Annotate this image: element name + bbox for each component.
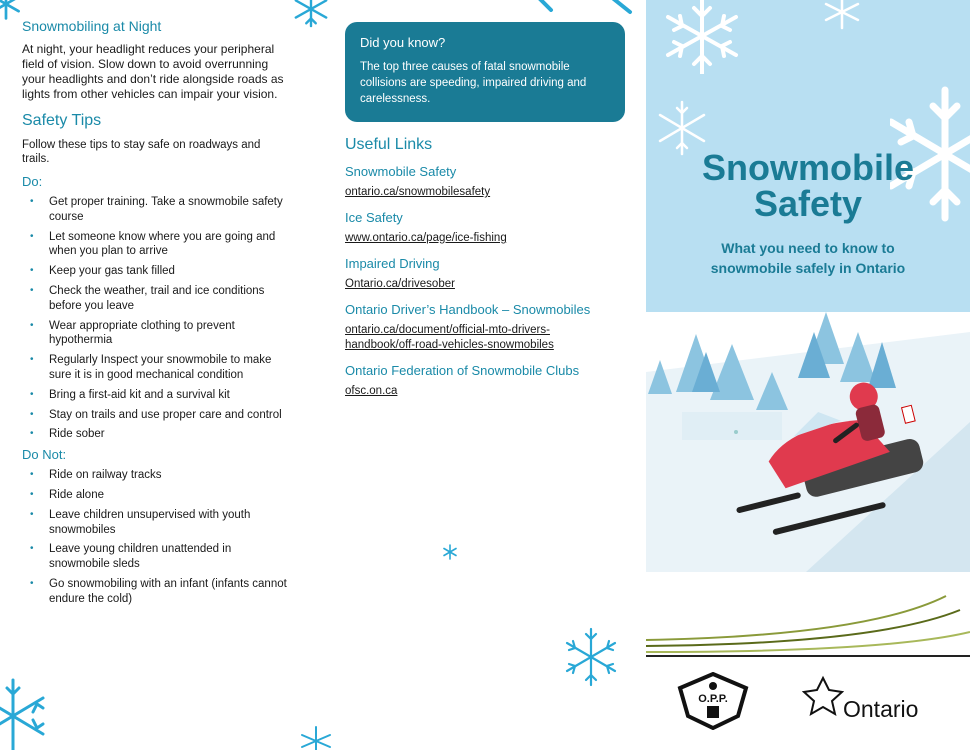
did-you-know-heading: Did you know? (360, 35, 446, 50)
link-url[interactable]: Ontario.ca/drivesober (345, 278, 455, 290)
link-title: Impaired Driving (345, 256, 440, 271)
cover-header (646, 0, 970, 312)
do-item: • Stay on trails and use proper care and control (22, 408, 290, 423)
do-item: • Get proper training. Take a snowmobile safety course (22, 195, 290, 225)
do-list (22, 195, 290, 442)
trillium-icon (802, 674, 844, 718)
do-heading: Do: (22, 174, 43, 189)
opp-label: O.P.P. (698, 693, 728, 705)
did-you-know-callout (345, 22, 625, 122)
cover-subtitle (646, 238, 970, 278)
did-you-know-body: The top three causes of fatal snowmobile collisions are speeding, impaired driving and carelessness. (360, 61, 587, 105)
link-url[interactable]: www.ontario.ca/page/ice-fishing (345, 232, 507, 244)
link-group (345, 363, 625, 399)
snowflake-icon (605, 0, 635, 16)
link-title: Ontario Driver’s Handbook – Snowmobiles (345, 302, 591, 317)
cover-title (646, 147, 970, 224)
night-heading: Snowmobiling at Night (22, 18, 162, 34)
safety-tips-intro: Follow these tips to stay safe on roadways and trails. (22, 139, 261, 165)
do-item: • Keep your gas tank filled (22, 264, 290, 279)
snowflake-icon (442, 544, 458, 560)
link-group (345, 210, 625, 246)
useful-links (345, 136, 625, 399)
opp-badge-logo (676, 672, 750, 730)
cover-subtitle-line: snowmobile safely in Ontario (710, 260, 906, 276)
decorative-swoosh (646, 592, 970, 660)
donot-item: • Leave children unsupervised with youth snowmobiles (22, 508, 290, 538)
link-group (345, 164, 625, 200)
link-title: Ontario Federation of Snowmobile Clubs (345, 363, 580, 378)
snowflake-icon (654, 0, 750, 74)
donot-item: • Leave young children unattended in snowmobile sleds (22, 542, 290, 572)
safety-tips-heading: Safety Tips (22, 112, 102, 129)
do-item: • Ride sober (22, 427, 290, 442)
snowflake-icon (818, 0, 866, 30)
cover-title-line: Snowmobile (701, 147, 914, 188)
do-item: • Let someone know where you are going and when you plan to arrive (22, 230, 290, 260)
snowflake-icon (0, 0, 24, 22)
snowflake-icon (298, 726, 334, 750)
cover-panel (646, 0, 970, 750)
donot-list (22, 468, 290, 606)
link-title: Ice Safety (345, 210, 403, 225)
snowmobile-illustration (646, 312, 970, 572)
snowflake-icon (0, 676, 46, 750)
info-column (345, 22, 625, 409)
do-item: • Wear appropriate clothing to prevent hypothermia (22, 319, 290, 349)
cover-title-line: Safety (753, 183, 863, 224)
cover-subtitle-line: What you need to know to (721, 240, 895, 256)
do-item: • Bring a first-aid kit and a survival kit (22, 388, 290, 403)
snowflake-icon (288, 0, 334, 28)
do-item: • Check the weather, trail and ice conditions before you leave (22, 284, 290, 314)
safety-column (22, 18, 290, 612)
link-url[interactable]: ontario.ca/snowmobilesafety (345, 186, 491, 198)
donot-item: • Ride on railway tracks (22, 468, 290, 483)
link-url[interactable]: ofsc.on.ca (345, 385, 398, 397)
ontario-wordmark: Ontario (843, 696, 919, 722)
night-body: At night, your headlight reduces your peripheral field of vision. Slow down to avoid overrunning your headlights and don’t ride alongside roads as lights from other vehicles can impair your vision. (22, 42, 284, 101)
logos-bar (646, 660, 970, 730)
link-title: Snowmobile Safety (345, 164, 457, 179)
donot-item: • Go snowmobiling with an infant (infants cannot endure the cold) (22, 577, 290, 607)
useful-links-heading: Useful Links (345, 136, 433, 153)
snowflake-icon (532, 0, 554, 12)
link-url[interactable]: ontario.ca/document/official-mto-drivers-handbook/off-road-vehicles-snowmobiles (345, 324, 554, 351)
do-item: • Regularly Inspect your snowmobile to make sure it is in good mechanical condition (22, 353, 290, 383)
snowflake-icon (562, 626, 620, 688)
donot-item: • Ride alone (22, 488, 290, 503)
link-group (345, 256, 625, 292)
donot-heading: Do Not: (22, 447, 67, 463)
link-group (345, 302, 625, 353)
